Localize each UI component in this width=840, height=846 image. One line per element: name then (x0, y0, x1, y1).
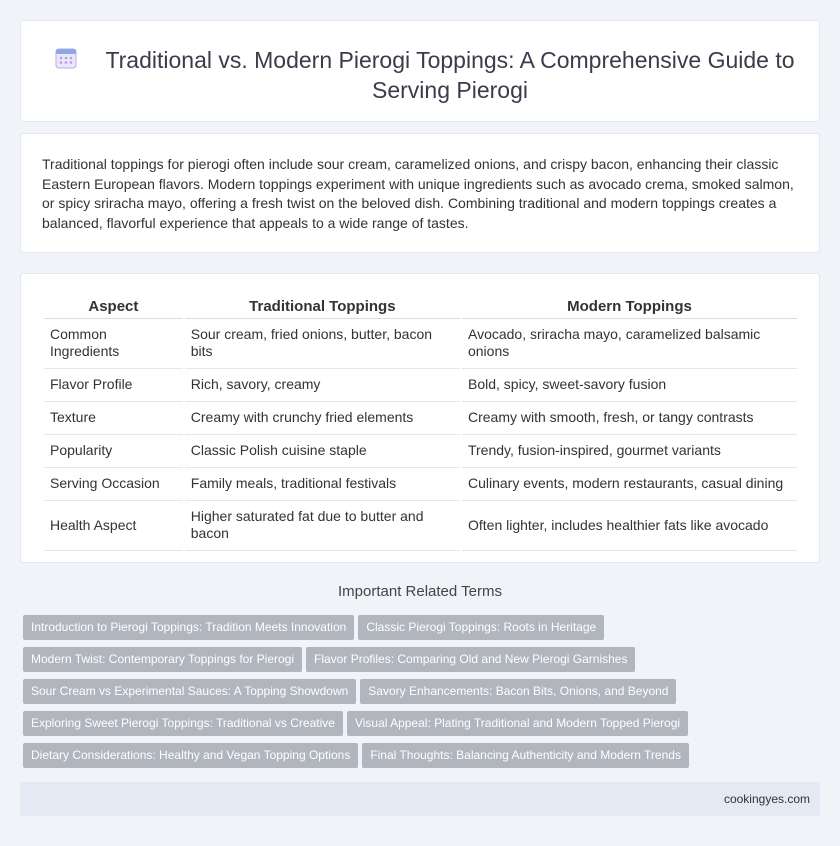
intro-paragraph: Traditional toppings for pierogi often include sour cream, caramelized onions, and crispy bacon, enhancing their classic Eastern European flavors. Modern toppings experiment with unique ingredients such as avocado crema, smoked salmon, or spicy sriracha mayo, offering a fresh twist on the beloved dish. Combining traditional and modern toppings creates a balanced, flavorful experience that appeals to a wide range of tastes. (42, 156, 794, 231)
table-row (44, 468, 797, 501)
related-term-tag[interactable]: Final Thoughts: Balancing Authenticity and Modern Trends (362, 743, 689, 768)
table-cell-modern: Avocado, sriracha mayo, caramelized balsamic onions (462, 319, 797, 369)
table-row (44, 435, 797, 468)
table-cell-traditional: Rich, savory, creamy (185, 369, 460, 402)
footer (20, 782, 820, 816)
table-cell-aspect: Popularity (44, 435, 183, 468)
table-row (44, 501, 797, 551)
table-cell-aspect: Flavor Profile (44, 369, 183, 402)
related-terms-list (23, 615, 723, 775)
table-cell-traditional: Higher saturated fat due to butter and bacon (185, 501, 460, 551)
table-row (44, 369, 797, 402)
table-cell-aspect: Health Aspect (44, 501, 183, 551)
header-modern: Modern Toppings (462, 296, 797, 319)
header-traditional: Traditional Toppings (185, 296, 460, 319)
tag-row (23, 743, 723, 775)
table-cell-modern: Often lighter, includes healthier fats like avocado (462, 501, 797, 551)
table-cell-modern: Creamy with smooth, fresh, or tangy contrasts (462, 402, 797, 435)
tag-row (23, 615, 723, 647)
related-term-tag[interactable]: Savory Enhancements: Bacon Bits, Onions, and Beyond (360, 679, 676, 704)
table-cell-modern: Culinary events, modern restaurants, casual dining (462, 468, 797, 501)
related-term-tag[interactable]: Dietary Considerations: Healthy and Vegan Topping Options (23, 743, 358, 768)
table-row (44, 402, 797, 435)
table-cell-traditional: Sour cream, fried onions, butter, bacon bits (185, 319, 460, 369)
tag-row (23, 711, 723, 743)
related-term-tag[interactable]: Flavor Profiles: Comparing Old and New Pierogi Garnishes (306, 647, 635, 672)
table-cell-traditional: Classic Polish cuisine staple (185, 435, 460, 468)
comparison-table (42, 296, 799, 551)
table-cell-aspect: Serving Occasion (44, 468, 183, 501)
comparison-table-card (20, 273, 820, 563)
footer-site-link[interactable]: cookingyes.com (723, 792, 810, 806)
table-cell-traditional: Family meals, traditional festivals (185, 468, 460, 501)
table-cell-modern: Trendy, fusion-inspired, gourmet variants (462, 435, 797, 468)
related-terms-title: Important Related Terms (338, 583, 502, 600)
table-cell-modern: Bold, spicy, sweet-savory fusion (462, 369, 797, 402)
table-cell-traditional: Creamy with crunchy fried elements (185, 402, 460, 435)
related-term-tag[interactable]: Classic Pierogi Toppings: Roots in Heritage (358, 615, 604, 640)
intro-card (20, 133, 820, 253)
tag-row (23, 679, 723, 711)
table-cell-aspect: Texture (44, 402, 183, 435)
tag-row (23, 647, 723, 679)
page-title: Traditional vs. Modern Pierogi Toppings: A Comprehensive Guide to Serving Pierogi (105, 47, 795, 103)
table-header-row (44, 296, 797, 319)
related-term-tag[interactable]: Exploring Sweet Pierogi Toppings: Traditional vs Creative (23, 711, 343, 736)
table-row (44, 319, 797, 369)
related-term-tag[interactable]: Modern Twist: Contemporary Toppings for Pierogi (23, 647, 302, 672)
header-card (20, 20, 820, 122)
related-term-tag[interactable]: Visual Appeal: Plating Traditional and Modern Topped Pierogi (347, 711, 688, 736)
related-term-tag[interactable]: Sour Cream vs Experimental Sauces: A Topping Showdown (23, 679, 356, 704)
table-cell-aspect: Common Ingredients (44, 319, 183, 369)
related-term-tag[interactable]: Introduction to Pierogi Toppings: Tradition Meets Innovation (23, 615, 354, 640)
header-aspect: Aspect (44, 296, 183, 319)
